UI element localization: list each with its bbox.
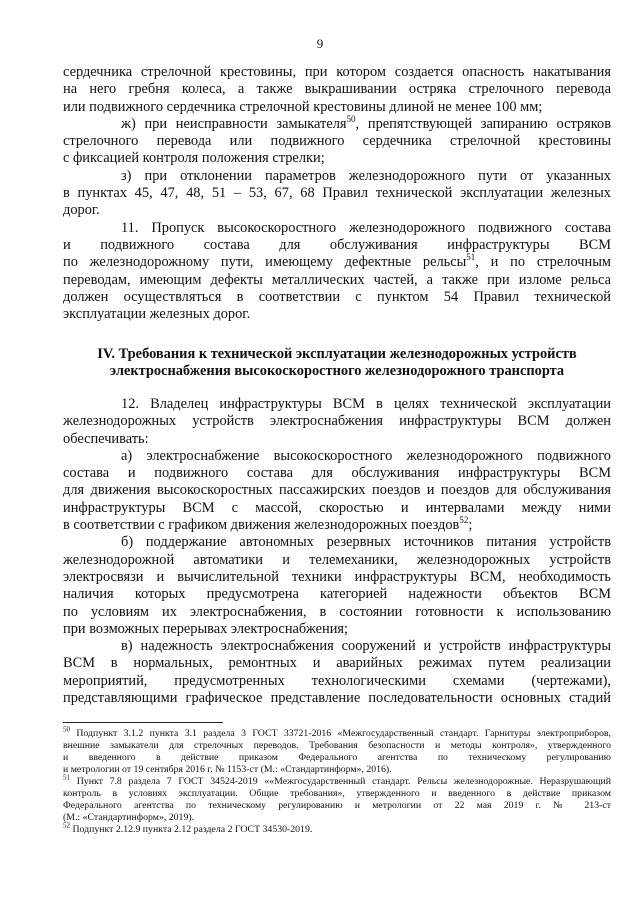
item-zh-line: стрелочного перевода или подвижного сердечника стрелочной крестовины — [63, 133, 611, 150]
item-11-line: 11. Пропуск высокоскоростного железнодорожного подвижного состава — [121, 219, 611, 236]
item-v-line: представляющими графическое представление последовательности основных стадий — [63, 690, 611, 707]
heading-line: электроснабжения высокоскоростного железнодорожного транспорта — [109, 363, 565, 380]
page-number: 9 — [316, 36, 324, 51]
item-z-line: з) при отклонении параметров железнодорожного пути от указанных — [121, 167, 611, 184]
item-a-line: в соответствии с графиком движения железнодорожных поездов$^{52}$; — [63, 515, 473, 534]
footnote-50-line: и введенного в действие приказом Федерального агентства по техническому регулированию — [63, 752, 611, 763]
footnote-ref-50: 50 — [346, 114, 356, 125]
item-12-line: обеспечивать: — [63, 430, 149, 447]
item-11-line: переводам, имеющим дефекты металлических частей, а также при изломе рельса — [63, 271, 611, 288]
item-a-line: для движения высокоскоростных пассажирских поездов и поездов для обслуживания — [63, 482, 611, 499]
item-v-line: мероприятий, предусмотренных технологическими схемами (чертежами), — [63, 672, 611, 689]
footnote-50-line: и метрологии от 19 сентября 2016 г. № 1153-ст (М.: «Стандартинформ», 2016). — [63, 764, 392, 775]
item-11-line: должен осуществляться в соответствии с пунктом 54 Правил технической — [63, 288, 611, 305]
section-heading — [63, 346, 611, 381]
text-line: на него гребня колеса, а также выкрашивании остряка стрелочного перевода — [63, 81, 611, 98]
footnote-51-line: контроль в условиях эксплуатации. Общие требования», утвержденного и введенного в действие приказом — [63, 788, 611, 799]
footnote-52-line: $^{52}$ Подпункт 2.12.9 пункта 2.12 раздела 2 ГОСТ 34530-2019. — [63, 821, 313, 835]
footnote-ref-51: 51 — [466, 252, 476, 263]
item-a-line: инфраструктуры ВСМ с массой, скоростью и интервалами между ними — [63, 499, 611, 516]
footnote-51-line: $^{51}$ Пункт 7.8 раздела 7 ГОСТ 34524-2019 ««Межгосударственный стандарт. Рельсы железнодорожные. Неразрушающий — [63, 773, 611, 787]
footnote-51-line: Федерального агентства по техническому регулированию и метрологии от 22 мая 2019 г. № 213-ст — [63, 800, 611, 811]
item-v-line: ВСМ в нормальных, ремонтных и аварийных режимах путем реализации — [63, 655, 611, 672]
item-v-line: в) надежность электроснабжения сооружений и устройств инфраструктуры — [121, 638, 611, 655]
top-text-block — [63, 64, 611, 323]
footnote-50-line: внешние замыкатели для стрелочных переводов. Требования безопасности и методы контроля», утвержденного — [63, 740, 611, 751]
item-11-line: по железнодорожному пути, имеющему дефектные рельсы$^{51}$, и по стрелочным — [63, 252, 611, 271]
item-b-line: по условиям их электроснабжения, в состоянии готовности к использованию — [63, 603, 611, 620]
item-zh-line: ж) при неисправности замыкателя$^{50}$, препятствующей запиранию остряков — [121, 114, 611, 132]
item-z-line: дорог. — [63, 202, 100, 219]
item-11-line: и подвижного состава для обслуживания инфраструктуры ВСМ — [63, 236, 611, 253]
item-12-line: 12. Владелец инфраструктуры ВСМ в целях технической эксплуатации — [121, 396, 611, 412]
heading-line: IV. Требования к технической эксплуатации железнодорожных устройств — [97, 346, 577, 362]
item-a-line: а) электроснабжение высокоскоростного железнодорожного подвижного — [121, 447, 611, 464]
text-line: или подвижного сердечника стрелочной крестовины длиной не менее 100 мм; — [63, 98, 543, 115]
footnote-separator — [63, 722, 223, 723]
item-zh-line: с фиксацией контроля положения стрелки; — [63, 150, 325, 167]
item-a-line: состава и подвижного состава для обслуживания инфраструктуры ВСМ — [63, 465, 611, 482]
item-b-line: б) поддержание автономных резервных источников питания устройств — [121, 534, 611, 551]
section-iv-body — [63, 396, 611, 707]
footnote-51-line: (М.: «Стандартинформ», 2019). — [63, 812, 195, 823]
footnote-ref-52: 52 — [459, 515, 469, 526]
item-b-line: при возможных перерывах электроснабжения; — [63, 620, 349, 637]
item-b-line: железнодорожной автоматики и телемеханики, железнодорожных устройств — [63, 551, 611, 568]
item-12-line: железнодорожных устройств электроснабжения инфраструктуры ВСМ должен — [63, 413, 611, 430]
text-line: сердечника стрелочной крестовины, при котором создается опасность накатывания — [63, 64, 611, 80]
item-11-line: эксплуатации железных дорог. — [63, 306, 251, 323]
item-b-line: наличия которых предусмотрена категорией надежности объектов ВСМ — [63, 586, 611, 603]
footnotes — [63, 725, 611, 836]
item-b-line: электросвязи и вычислительной техники инфраструктуры ВСМ, необходимость — [63, 568, 611, 585]
footnote-50-line: $^{50}$ Подпункт 3.1.2 пункта 3.1 раздела 3 ГОСТ 33721-2016 «Межгосударственный стандарт. Гарнитуры электроприборов, — [63, 725, 611, 739]
item-z-line: в пунктах 45, 47, 48, 51 – 53, 67, 68 Правил технической эксплуатации железных — [63, 185, 611, 202]
